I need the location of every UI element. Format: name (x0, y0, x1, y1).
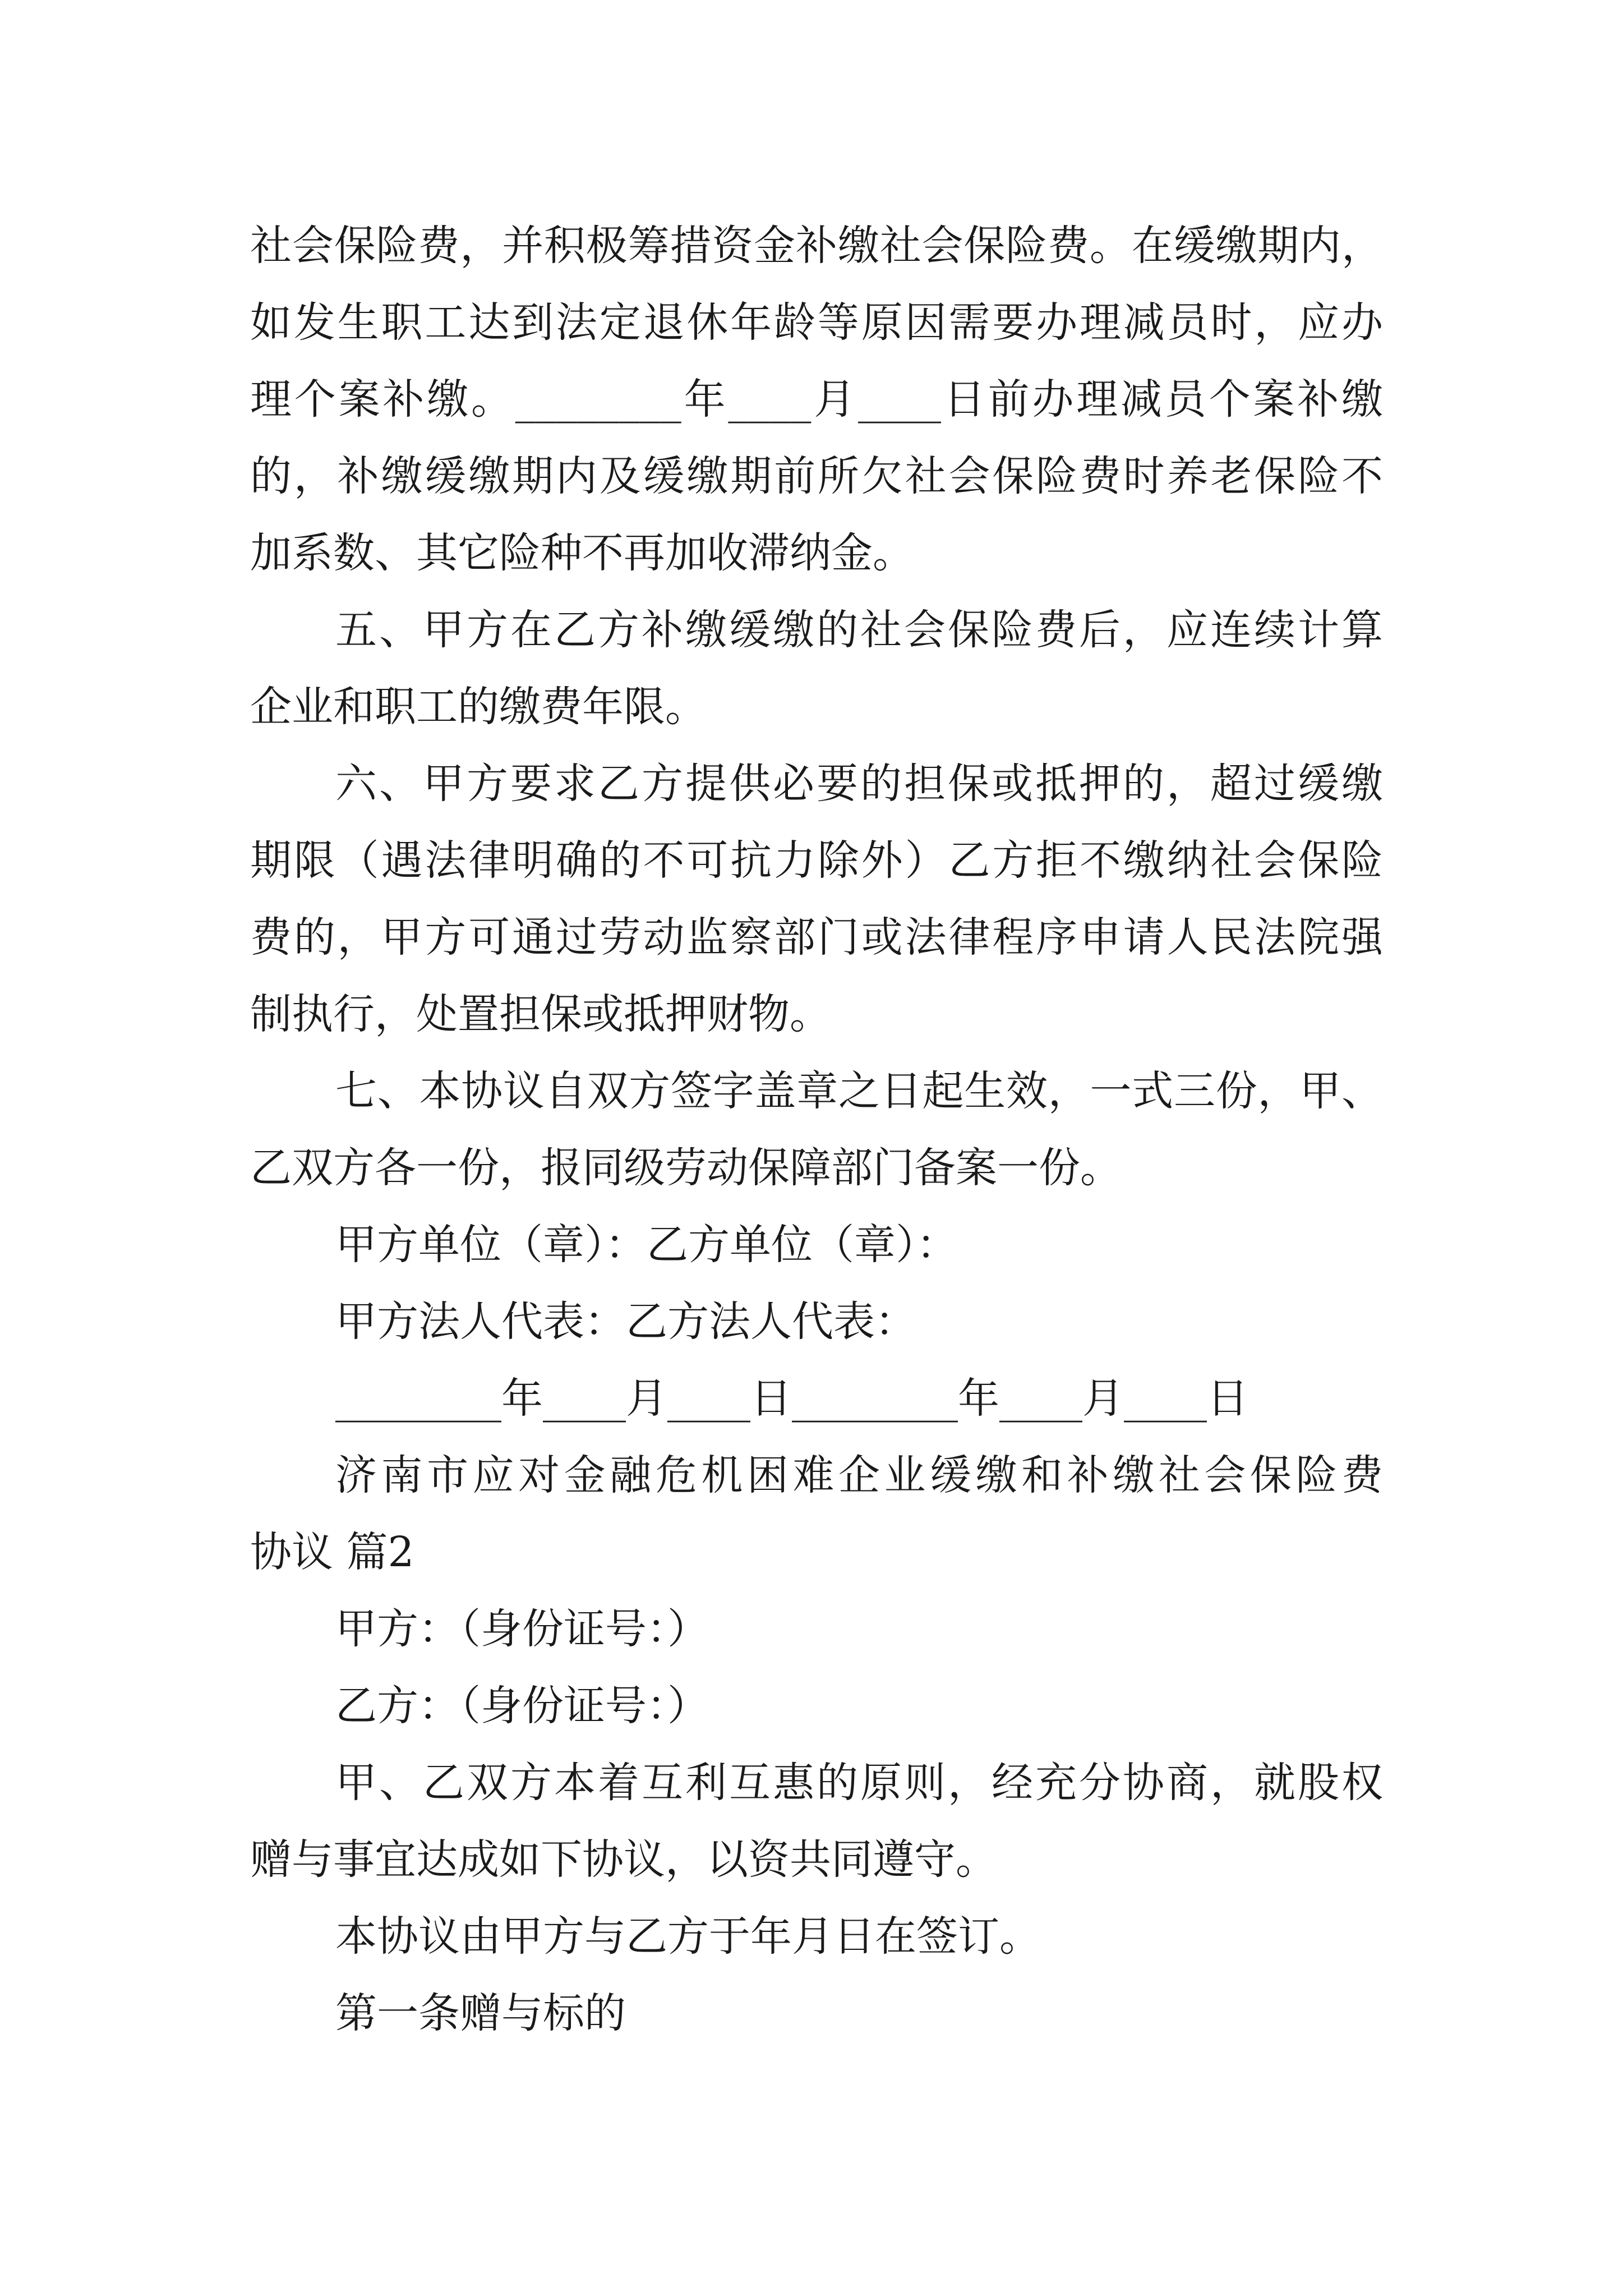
date-line: ________年____月____日________年____月____日 (335, 1374, 1248, 1423)
document-page (250, 208, 1383, 2052)
text-line: 的，补缴缓缴期内及缓缴期前所欠社会保险费时养老保险不 (250, 452, 1383, 500)
text-line: 理个案补缴。________年____月____日前办理减员个案补缴 (250, 375, 1383, 424)
text-line: 加系数、其它险种不再加收滞纳金。 (250, 529, 914, 577)
signature-units-line: 甲方单位（章）：乙方单位（章）： (335, 1221, 958, 1269)
text-line: 制执行，处置担保或抵押财物。 (250, 990, 831, 1038)
party-b-line: 乙方：（身份证号：） (335, 1682, 709, 1730)
text-line: 乙双方各一份，报同级劳动保障部门备案一份。 (250, 1144, 1122, 1192)
party-a-line: 甲方：（身份证号：） (335, 1605, 709, 1653)
text-line: 费的，甲方可通过劳动监察部门或法律程序申请人民法院强 (250, 913, 1383, 961)
article-heading: 第一条赠与标的 (335, 1989, 626, 2037)
text-line: 七、本协议自双方签字盖章之日起生效，一式三份，甲、 (335, 1067, 1383, 1115)
section-title: 协议 篇2 (250, 1528, 414, 1576)
text-line: 期限（遇法律明确的不可抗力除外）乙方拒不缴纳社会保险 (250, 836, 1383, 885)
text-line: 六、甲方要求乙方提供必要的担保或抵押的，超过缓缴 (335, 760, 1383, 808)
legal-representatives-line: 甲方法人代表：乙方法人代表： (335, 1297, 916, 1346)
text-line: 社会保险费，并积极筹措资金补缴社会保险费。在缓缴期内， (250, 222, 1383, 270)
text-line: 甲、乙双方本着互利互惠的原则，经充分协商，就股权 (335, 1759, 1383, 1807)
text-line: 如发生职工达到法定退休年龄等原因需要办理减员时，应办 (250, 298, 1383, 347)
text-line: 五、甲方在乙方补缴缓缴的社会保险费后，应连续计算 (335, 606, 1383, 654)
text-line: 赠与事宜达成如下协议，以资共同遵守。 (250, 1835, 997, 1884)
section-title: 济南市应对金融危机困难企业缓缴和补缴社会保险费 (335, 1451, 1383, 1499)
text-line: 企业和职工的缴费年限。 (250, 683, 707, 731)
text-line: 本协议由甲方与乙方于年月日在签订。 (335, 1912, 1041, 1961)
